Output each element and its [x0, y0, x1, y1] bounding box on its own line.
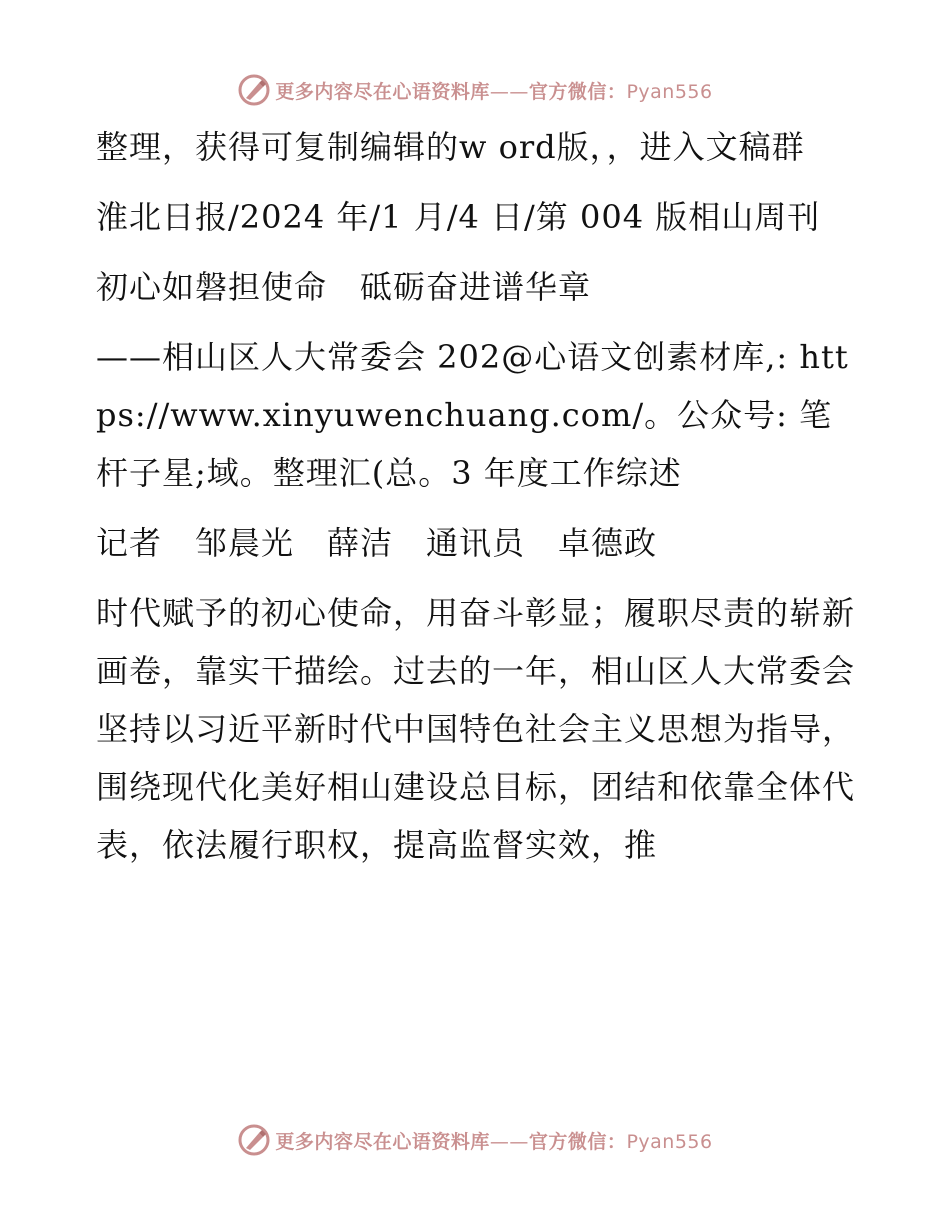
watermark-text: 更多内容尽在心语资料库——官方微信：Pyan556 — [275, 1130, 713, 1153]
article-title: 初心如磐担使命 砥砺奋进谱华章 — [96, 268, 592, 306]
publication-line: 淮北日报/2024 年/1 月/4 日/第 004 版相山周刊 — [96, 198, 821, 236]
watermark-header — [0, 70, 950, 110]
body-paragraph: 时代赋予的初心使命，用奋斗彰显；履职尽责的崭新画卷，靠实干描绘。过去的一年，相山区人大常委会坚持以习近平新时代中国特色社会主义思想为指导，围绕现代化美好相山建设总目标，团结和依靠全体代表，依法履行职权，提高监督实效，推 — [96, 594, 856, 864]
byline: 记者 邹晨光 薛洁 通讯员 卓德政 — [96, 524, 658, 562]
watermark-text: 更多内容尽在心语资料库——官方微信：Pyan556 — [275, 80, 713, 103]
article-subtitle: ——相山区人大常委会 202@心语文创素材库,: https://www.xinyuwenchuang.com/。公众号: 笔杆子星;域。整理汇(总。3 年度工作综述 — [96, 338, 849, 492]
document-body — [96, 118, 856, 874]
source-note: 整理，获得可复制编辑的w ord版，，进入文稿群 — [96, 128, 805, 166]
pen-logo-icon — [237, 73, 271, 107]
pen-logo-icon — [237, 1123, 271, 1157]
watermark-footer — [0, 1120, 950, 1160]
